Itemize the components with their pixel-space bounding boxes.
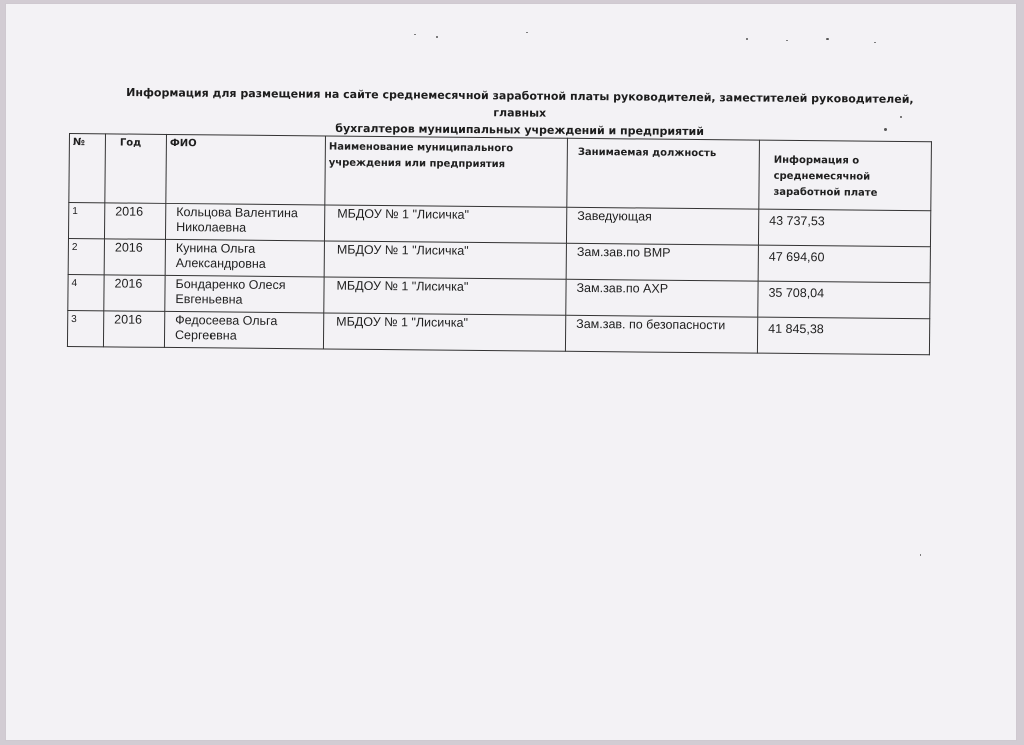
cell-year: 2016 bbox=[104, 203, 165, 240]
cell-year: 2016 bbox=[104, 239, 165, 276]
header-fio: ФИО bbox=[166, 134, 326, 205]
header-position: Занимаемая должность bbox=[567, 138, 760, 209]
cell-num: 2 bbox=[68, 238, 104, 274]
cell-num: 4 bbox=[68, 274, 104, 310]
header-salary: Информация о среднемесячной заработной плате bbox=[759, 140, 932, 211]
scan-speck bbox=[746, 38, 748, 40]
cell-org: МБДОУ № 1 "Лисичка" bbox=[324, 241, 566, 279]
cell-fio: Кольцова Валентина Николаевна bbox=[165, 203, 324, 241]
document-title bbox=[120, 84, 920, 142]
cell-year: 2016 bbox=[103, 311, 164, 348]
title-line-2: бухгалтеров муниципальных учреждений и предприятий bbox=[335, 121, 704, 139]
cell-position: Зам.зав. по безопасности bbox=[565, 315, 757, 353]
scan-speck bbox=[786, 40, 788, 41]
cell-position: Заведующая bbox=[566, 207, 758, 245]
header-year: Год bbox=[105, 134, 167, 204]
scan-speck bbox=[414, 34, 416, 35]
cell-fio: Бондаренко Олеся Евгеньевна bbox=[165, 275, 324, 313]
cell-org: МБДОУ № 1 "Лисичка" bbox=[323, 313, 565, 351]
table-header-row bbox=[69, 134, 932, 211]
cell-org: МБДОУ № 1 "Лисичка" bbox=[324, 277, 566, 315]
cell-num: 3 bbox=[67, 310, 103, 346]
cell-num: 1 bbox=[68, 203, 104, 239]
scan-speck bbox=[874, 42, 876, 43]
scan-speck bbox=[526, 32, 528, 33]
scan-speck bbox=[826, 38, 829, 40]
cell-fio: Кунина Ольга Александровна bbox=[165, 239, 324, 277]
title-line-1: Информация для размещения на сайте среднемесячной заработной платы руководителей, заместителей руководителей, главных bbox=[126, 86, 914, 120]
cell-position: Зам.зав.по ВМР bbox=[566, 243, 758, 281]
cell-salary: 43 737,53 bbox=[758, 209, 930, 247]
cell-salary: 47 694,60 bbox=[758, 245, 930, 283]
header-org: Наименование муниципального учреждения или предприятия bbox=[325, 136, 568, 207]
header-num: № bbox=[69, 134, 106, 203]
cell-org: МБДОУ № 1 "Лисичка" bbox=[324, 205, 566, 243]
cell-salary: 41 845,38 bbox=[757, 317, 929, 355]
cell-position: Зам.зав.по АХР bbox=[566, 279, 758, 317]
cell-salary: 35 708,04 bbox=[758, 281, 930, 319]
table-row bbox=[67, 310, 929, 354]
cell-year: 2016 bbox=[104, 275, 165, 312]
scan-speck bbox=[436, 36, 438, 38]
scan-speck bbox=[920, 554, 921, 556]
salary-table bbox=[67, 133, 932, 355]
cell-fio: Федосеева Ольга Сергеевна bbox=[164, 311, 323, 349]
